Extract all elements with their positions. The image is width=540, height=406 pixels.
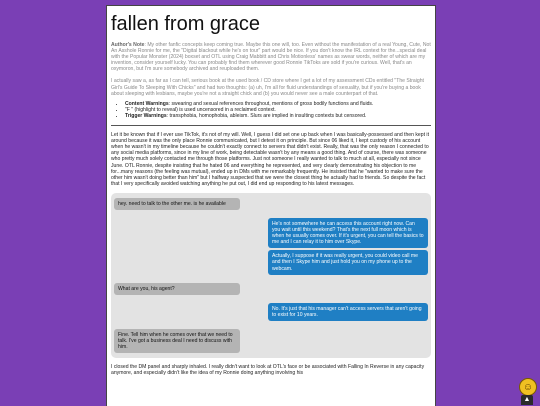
authors-note [111, 42, 431, 72]
content-warning-label: Content Warnings [125, 100, 169, 107]
story-paragraph: I closed the DM panel and sharply inhaled. I really didn't want to look at OTL's face or be associated with Falling In Reverse in any capacity anymore, and especially didn't like the idea of my Ronnie doing anything involving his [111, 364, 425, 377]
story-page [106, 5, 436, 406]
content-warning-text: : swearing and sexual references throughout, mentions of gross bodily functions and fluids. [168, 100, 374, 107]
story-content [107, 6, 435, 376]
trigger-warning-text: : transphobia, homophobia, ableism. Slurs are implied in insulting contexts but censored. [166, 112, 367, 119]
trigger-warning-item [125, 113, 431, 119]
story-paragraph: Let it be known that if I ever use TikTok, it's not of my will. Well, I guess I did set one up back when I was basically-possessed and then kept it around because it was the only place Ronnie communicated, but I detest it on principle. But since 06 liked it, I kept custody of his account when he wasn't in my timeline because he couldn't exactly connect to servers that didn't exist. Really, that was the only reason I connected to any social media platforms, since in my line of work, being detectable wasn't by any means a good thing. And of course, there was someone who pretty much solely contacted me through those platforms. Just not someone I really wanted to talk to much at all, especially not since June. OTL Ronnie, despite insisting that he hated 06 and everything he represented, and very clearly demonstrating his objection to me for...many reasons (the feeling was mutual), ended up in DMs with me remarkably frequently. He insisted that he "wanted to make sure the other him wasn't doing better than him" but I halfway suspected that we were the closest thing he actually had to friends. So despite the fact that I very specifically avoided watching anything he put out, I did end up responding to his latest messages. [111, 132, 429, 187]
authors-note-text: : My other fanfic concepts keep coming true. Maybe this one will, too. Even without the manifestation of a real Young, Cute, Not An Asshole Ronnie for me, the "Digital blackout while he's on tour" part would be nice. If you don't know the IRL context for the...special deal with the Popular Monster (2024) boxset and OTL using Craig Mabbitt and Chris Motionless' names as swear words, neither of which are my invention, consider yourself lucky. You can probably find them wherever good Ronnie TikToks are sold if you're curious. Well, that's an oxymoron, but I'm sure somebody archived and reuploaded them. [111, 42, 431, 73]
chat-message-sent: He's not somewhere he can access this account right now. Can you wait until this weekend? That's the next full moon which is when he usually comes over. If it's urgent, you can tell the basics to me and I can relay it to him over Skype. [268, 218, 428, 248]
page-title: fallen from grace [111, 13, 260, 35]
smiley-glyph: ☺ [522, 381, 534, 393]
secondary-note: I actually saw a, as far as I can tell, serious book at the used book / CD store where I get a lot of my assessment CDs entitled "The Straight Girl's Guide To Sleeping With Chicks" and had two thoughts: (a) uh, I'm all for fluid understandings of sexuality, but if you're buying a book about sleeping with lesbians, maybe you're not a straight chick and (b) you would never see a male counterpart of that. [111, 78, 424, 97]
chat-message-sent: No. It's just that his manager can't access servers that aren't going to exist for 10 years. [268, 303, 428, 321]
scroll-to-top-button[interactable]: ▲ [521, 395, 533, 405]
trigger-warning-label: Trigger Warnings [125, 112, 167, 119]
warnings-list [111, 101, 431, 119]
chat-message-sent: Actually, I suppose if it was really urgent, you could video call me and then I Skype him and just hold you on my phone up to the webcam. [268, 250, 428, 274]
chat-message-received: Fine. Tell him when he comes over that we need to talk. I've got a business deal I need to discuss with him. [114, 329, 240, 353]
reclaimed-word-text[interactable]: "F " (highlight to reveal) is used uncensored in a reclaimed context. [125, 106, 276, 113]
chat-log [111, 193, 431, 358]
divider [111, 125, 431, 126]
chat-message-received: What are you, his agent? [114, 283, 240, 295]
chat-message-received: hey. need to talk to the other me. is he available [114, 198, 240, 210]
smiley-badge-icon[interactable] [519, 378, 537, 396]
authors-note-label: Author's Note [111, 42, 145, 48]
